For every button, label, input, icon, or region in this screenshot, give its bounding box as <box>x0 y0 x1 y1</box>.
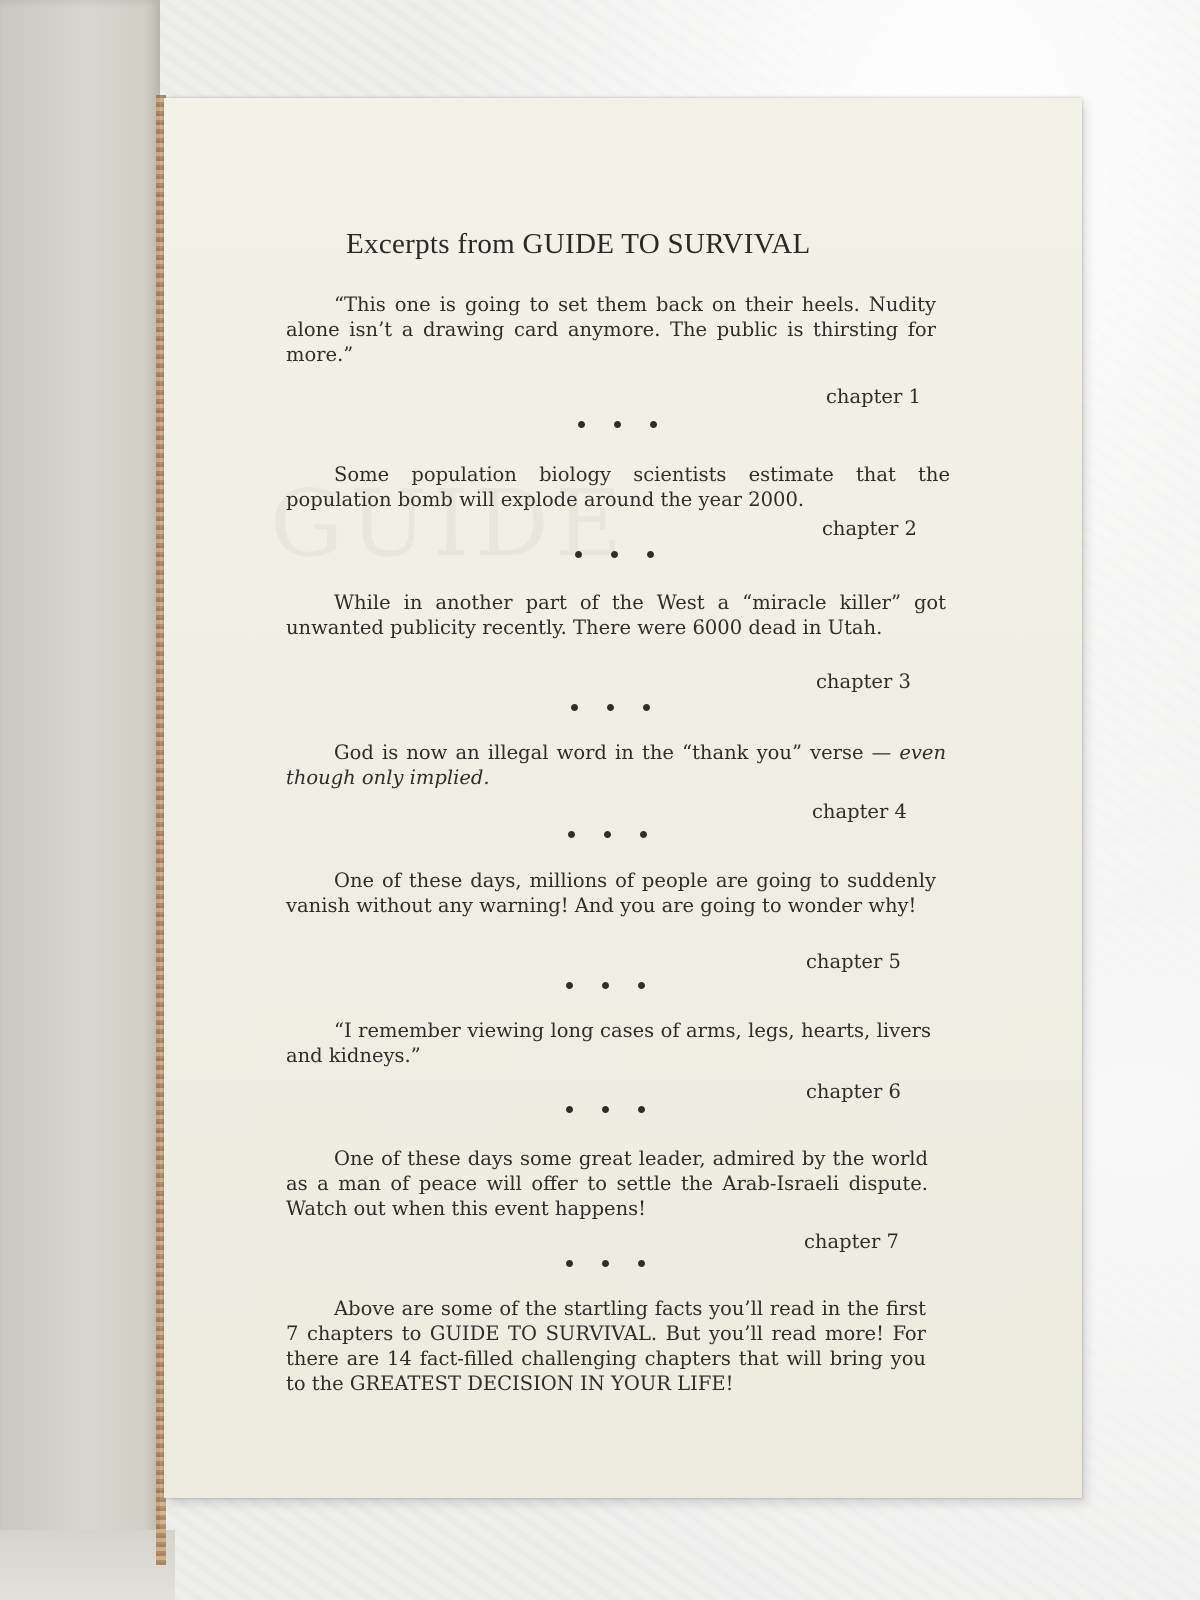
excerpt-4-text <box>286 740 946 790</box>
cover-bottom-edge <box>0 1530 175 1600</box>
excerpt-5-text: One of these days, millions of people are going to suddenly vanish without any warning! And you are going to wonder why! <box>286 869 936 917</box>
excerpt-6-chapter: chapter 6 <box>806 1080 901 1103</box>
excerpt-2-chapter: chapter 2 <box>822 517 917 540</box>
closing-paragraph: Above are some of the startling facts you’ll read in the first 7 chapters to GUIDE TO SURVIVAL. But you’ll read more! For there are 14 fact-filled challenging chapters that will bring you to the GREATEST DECISION IN YOUR LIFE! <box>286 1297 926 1395</box>
excerpt-4-italic: even though only implied. <box>286 741 946 789</box>
excerpt-7-text: One of these days some great leader, admired by the world as a man of peace will offer to settle the Arab-Israeli dispute. Watch out when this event happens! <box>286 1147 928 1220</box>
section-separator <box>578 421 658 431</box>
excerpt-2-text: Some population biology scientists estimate that the population bomb will explode around the year 2000. <box>286 463 950 511</box>
excerpt-6-text: “I remember viewing long cases of arms, legs, hearts, livers and kidneys.” <box>286 1019 931 1067</box>
section-separator <box>571 704 651 714</box>
excerpt-4-main: God is now an illegal word in the “thank you” verse — <box>334 741 892 764</box>
page-title: Excerpts from GUIDE TO SURVIVAL <box>346 228 811 260</box>
section-separator <box>575 551 655 561</box>
excerpt-3-text: While in another part of the West a “miracle killer” got unwanted publicity recently. There were 6000 dead in Utah. <box>286 591 946 639</box>
section-separator <box>566 1260 646 1270</box>
excerpt-4-chapter: chapter 4 <box>812 800 907 823</box>
booklet-cover <box>0 0 160 1600</box>
excerpt-7-chapter: chapter 7 <box>804 1230 899 1253</box>
section-separator <box>568 831 648 841</box>
section-separator <box>566 982 646 992</box>
excerpt-1-chapter: chapter 1 <box>826 385 921 408</box>
excerpt-1-text: “This one is going to set them back on their heels. Nudity alone isn’t a drawing card anymore. The public is thirsting for more.” <box>286 293 936 366</box>
excerpt-3-chapter: chapter 3 <box>816 670 911 693</box>
excerpt-5-chapter: chapter 5 <box>806 950 901 973</box>
section-separator <box>566 1106 646 1116</box>
